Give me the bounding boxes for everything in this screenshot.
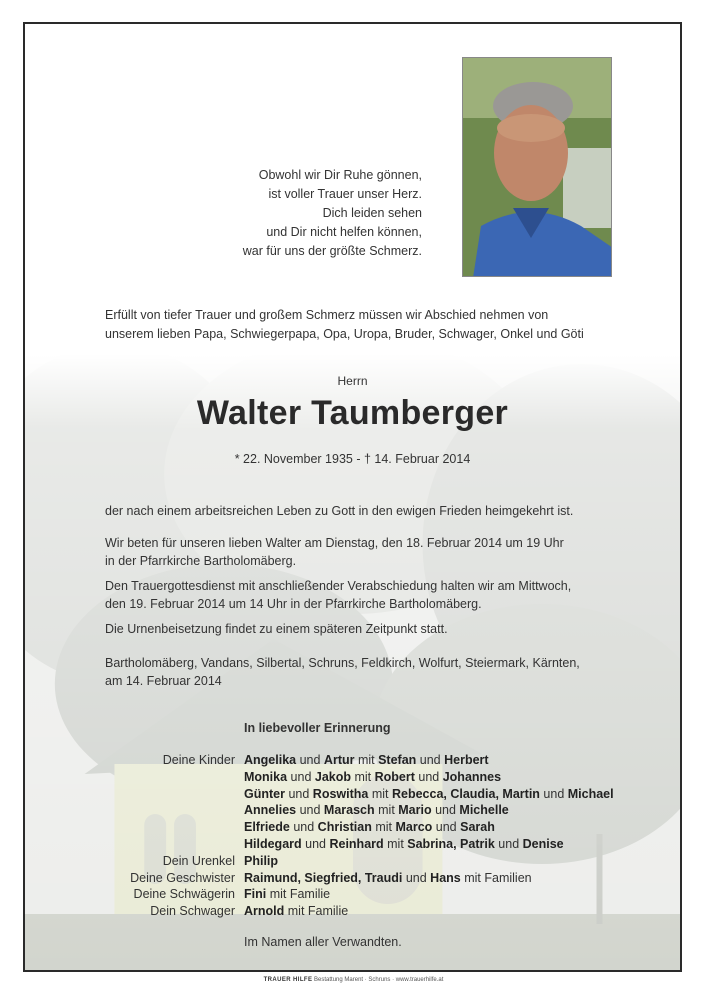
intro-line: unserem lieben Papa, Schwiegerpapa, Opa, Uropa, Bruder, Schwager, Onkel und Göti	[105, 327, 584, 341]
mourner-connector: mit Familie	[284, 904, 349, 919]
prayer-paragraph	[105, 534, 660, 570]
paragraph-line: den 19. Februar 2014 um 14 Uhr in der Pfarrkirche Bartholomäberg.	[105, 597, 482, 611]
mourner-names	[244, 886, 330, 903]
mourner-role: Dein Schwager	[150, 904, 235, 919]
mourner-row	[85, 802, 614, 819]
mourner-connector: mit	[374, 803, 399, 818]
mourner-row	[85, 752, 614, 769]
mourner-role: Deine Kinder	[162, 753, 235, 767]
poem-line: Dich leiden sehen	[322, 206, 422, 220]
mourner-connector: und	[416, 753, 445, 767]
poem-line: war für uns der größte Schmerz.	[242, 244, 422, 258]
footer-text: Bestattung Marent · Schruns · www.trauerhilfe.at	[314, 977, 444, 983]
intro-line: Erfüllt von tiefer Trauer und großem Schmerz müssen wir Abschied nehmen von	[105, 308, 549, 322]
mourner-role: Deine Geschwister	[130, 870, 235, 885]
mourner-connector: und	[431, 803, 460, 818]
poem-line: ist voller Trauer unser Herz.	[268, 187, 422, 201]
mourner-name: Monika	[244, 769, 288, 784]
mourner-connector: und	[284, 786, 313, 801]
mourner-name: Sarah	[460, 820, 495, 835]
mourner-connector: und	[432, 820, 461, 835]
mourner-name: Rebecca, Claudia, Martin	[391, 786, 540, 801]
mourner-row	[85, 836, 614, 853]
mourner-connector: und	[402, 870, 431, 885]
mourner-name: Marco	[395, 820, 433, 835]
mourner-row	[85, 853, 614, 870]
mourner-connector: mit	[383, 836, 408, 851]
remembrance-heading: In liebevoller Erinnerung	[244, 721, 391, 735]
mourner-name: Michael	[567, 786, 614, 801]
mourner-connector: und	[287, 769, 315, 784]
portrait-image	[463, 58, 612, 277]
paragraph-line: Wir beten für unseren lieben Walter am Dienstag, den 18. Februar 2014 um 19 Uhr	[105, 536, 564, 550]
mourner-connector: mit Familien	[460, 870, 532, 885]
mourner-names	[244, 853, 278, 870]
mourner-name: Mario	[398, 803, 432, 818]
mourner-name: Reinhard	[329, 836, 384, 851]
mourner-name: Christian	[317, 820, 372, 835]
mourner-names	[244, 870, 532, 887]
mourner-name: Angelika	[244, 753, 297, 767]
mourner-name: Hildegard	[244, 836, 302, 851]
mourner-name: Sabrina, Patrik	[407, 836, 495, 851]
mourner-connector: mit	[371, 820, 396, 835]
paragraph-line: in der Pfarrkirche Bartholomäberg.	[105, 554, 297, 568]
mourner-row	[85, 769, 614, 786]
mourner-connector: mit	[351, 769, 375, 784]
mourner-connector: mit	[354, 753, 379, 767]
mourner-name: Günter	[244, 786, 285, 801]
obituary-card	[23, 22, 682, 972]
mourner-name: Arnold	[244, 904, 285, 919]
mourner-role: Dein Urenkel	[162, 853, 235, 868]
mourner-role	[85, 802, 244, 819]
salutation: Herrn	[337, 374, 368, 388]
mourners-list	[85, 752, 614, 920]
deceased-name: Walter Taumberger	[196, 394, 509, 432]
mourner-connector: mit	[368, 786, 392, 801]
mourner-names	[244, 802, 509, 819]
mourner-role	[85, 836, 244, 853]
mourner-names	[244, 769, 501, 786]
mourner-connector: und	[414, 769, 443, 784]
mourner-name: Robert	[374, 769, 415, 784]
mourner-role	[85, 786, 244, 803]
place-date-paragraph	[105, 654, 660, 690]
footer	[0, 977, 707, 983]
mourner-name: Michelle	[459, 803, 509, 818]
closing-line: Im Namen aller Verwandten.	[244, 935, 402, 949]
mourner-names	[244, 836, 564, 853]
mourner-name: Hans	[430, 870, 461, 885]
burial-paragraph: Die Urnenbeisetzung findet zu einem späteren Zeitpunkt statt.	[105, 622, 448, 636]
mourner-name: Stefan	[378, 753, 417, 767]
mourner-name: Roswitha	[312, 786, 369, 801]
memorial-poem	[225, 166, 422, 261]
mourner-row	[85, 870, 614, 887]
mourner-name: Johannes	[442, 769, 502, 784]
footer-brand: TRAUER HILFE	[263, 977, 313, 983]
mourner-connector: und	[296, 803, 324, 818]
mourner-names	[244, 752, 489, 769]
mourner-name: Herbert	[444, 753, 489, 767]
mourner-name: Marasch	[323, 803, 375, 818]
mourner-row	[85, 886, 614, 903]
mourner-name: Raimund, Siegfried, Traudi	[244, 870, 403, 885]
mourner-connector: und	[494, 836, 523, 851]
mourner-role	[85, 819, 244, 836]
mourner-name: Jakob	[314, 769, 352, 784]
mourner-role	[85, 769, 244, 786]
paragraph-line: Bartholomäberg, Vandans, Silbertal, Schruns, Feldkirch, Wolfurt, Steiermark, Kärnten,	[105, 656, 580, 670]
mourner-connector: und	[539, 786, 568, 801]
mourner-connector: und	[301, 836, 330, 851]
mourner-connector: und	[289, 820, 318, 835]
mourner-role: Deine Schwägerin	[133, 887, 235, 902]
poem-line: Obwohl wir Dir Ruhe gönnen,	[258, 168, 422, 182]
life-dates: * 22. November 1935 - † 14. Februar 2014	[234, 452, 471, 466]
mourner-names	[244, 786, 614, 803]
mourner-name: Annelies	[244, 803, 297, 818]
mourner-name: Elfriede	[244, 820, 290, 835]
body-paragraph: der nach einem arbeitsreichen Leben zu Gott in den ewigen Frieden heimgekehrt ist.	[105, 504, 574, 518]
mourner-row	[85, 903, 614, 920]
mourner-names	[244, 819, 495, 836]
mourner-name: Philip	[244, 853, 279, 868]
paragraph-line: am 14. Februar 2014	[105, 674, 222, 688]
intro-text	[105, 306, 645, 344]
portrait-photo	[462, 57, 612, 277]
mourner-name: Artur	[323, 753, 355, 767]
paragraph-line: Den Trauergottesdienst mit anschließender Verabschiedung halten wir am Mittwoch,	[105, 579, 572, 593]
mourner-row	[85, 786, 614, 803]
mourner-names	[244, 903, 348, 920]
mourner-connector: mit Familie	[266, 887, 331, 902]
mourner-connector: und	[296, 753, 324, 767]
mourner-name: Fini	[244, 887, 267, 902]
poem-line: und Dir nicht helfen können,	[266, 225, 422, 239]
mourner-row	[85, 819, 614, 836]
mourner-name: Denise	[522, 836, 564, 851]
service-paragraph	[105, 577, 660, 613]
